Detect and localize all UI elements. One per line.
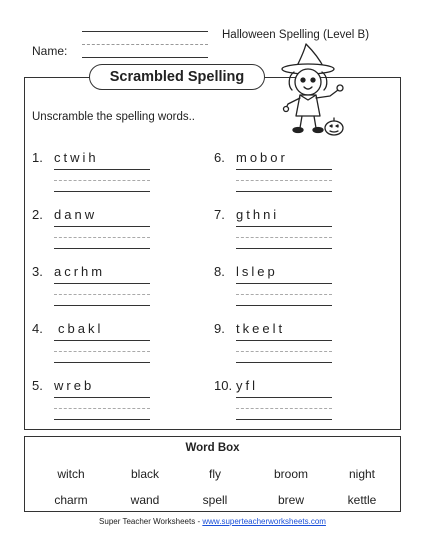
- scrambled-word: wreb: [54, 378, 95, 393]
- answer-line-dashed: [54, 351, 150, 352]
- list-item: [32, 321, 192, 367]
- answer-line-dashed: [236, 408, 332, 409]
- answer-line[interactable]: [236, 397, 332, 398]
- item-number: 3.: [32, 264, 43, 279]
- item-number: 10.: [214, 378, 233, 393]
- scrambled-word: mobor: [236, 150, 288, 165]
- scrambled-word: cbakl: [58, 321, 104, 336]
- footer-prefix: Super Teacher Worksheets -: [99, 517, 203, 526]
- answer-line-base: [236, 305, 332, 306]
- name-label: Name:: [32, 44, 68, 58]
- item-number: 9.: [214, 321, 225, 336]
- item-number: 5.: [32, 378, 43, 393]
- answer-line-dashed: [236, 351, 332, 352]
- list-item: [32, 264, 192, 310]
- answer-line[interactable]: [236, 283, 332, 284]
- list-item: [32, 150, 192, 196]
- scrambled-word: tkeelt: [236, 321, 286, 336]
- footer: [0, 517, 425, 526]
- word-box-word: kettle: [347, 493, 377, 507]
- scrambled-word: yfl: [236, 378, 258, 393]
- word-box-word: charm: [54, 493, 88, 507]
- name-line-dashed: [82, 44, 208, 45]
- word-box-word: night: [348, 467, 376, 481]
- answer-line-dashed: [236, 180, 332, 181]
- answer-line-base: [54, 248, 150, 249]
- word-box-word: spell: [202, 493, 228, 507]
- title-banner: [89, 64, 265, 90]
- answer-line-dashed: [54, 408, 150, 409]
- scrambled-word: gthni: [236, 207, 280, 222]
- item-number: 6.: [214, 150, 225, 165]
- word-box-word: wand: [130, 493, 160, 507]
- list-item: [214, 378, 394, 424]
- item-number: 1.: [32, 150, 43, 165]
- word-box-word: witch: [57, 467, 85, 481]
- answer-line-base: [54, 191, 150, 192]
- answer-line-base: [236, 248, 332, 249]
- banner-title: Scrambled Spelling: [109, 69, 245, 85]
- item-number: 7.: [214, 207, 225, 222]
- answer-line[interactable]: [54, 397, 150, 398]
- word-box: [24, 436, 401, 512]
- scrambled-word: lslep: [236, 264, 278, 279]
- word-box-word: broom: [273, 467, 308, 481]
- word-box-word: fly: [209, 467, 221, 481]
- list-item: [214, 321, 394, 367]
- list-item: [214, 207, 394, 253]
- word-box-word: brew: [277, 493, 304, 507]
- list-item: [32, 378, 192, 424]
- answer-line[interactable]: [236, 169, 332, 170]
- answer-line[interactable]: [54, 340, 150, 341]
- answer-line[interactable]: [54, 226, 150, 227]
- name-line-bottom[interactable]: [82, 57, 208, 58]
- answer-line[interactable]: [236, 226, 332, 227]
- answer-line[interactable]: [236, 340, 332, 341]
- answer-line-base: [54, 419, 150, 420]
- list-item: [214, 264, 394, 310]
- answer-line-dashed: [54, 237, 150, 238]
- scrambled-word: ctwih: [54, 150, 99, 165]
- footer-link[interactable]: www.superteacherworksheets.com: [202, 517, 326, 526]
- answer-line-base: [236, 419, 332, 420]
- answer-line-dashed: [54, 180, 150, 181]
- answer-line[interactable]: [54, 283, 150, 284]
- instructions: Unscramble the spelling words..: [32, 111, 195, 123]
- sheet-title: Halloween Spelling (Level B): [222, 29, 370, 41]
- answer-line-dashed: [236, 294, 332, 295]
- answer-line-base: [54, 305, 150, 306]
- list-item: [32, 207, 192, 253]
- scrambled-word: danw: [54, 207, 98, 222]
- answer-line-dashed: [54, 294, 150, 295]
- name-line-top: [82, 31, 208, 32]
- answer-line-base: [236, 362, 332, 363]
- answer-line-base: [236, 191, 332, 192]
- item-number: 2.: [32, 207, 43, 222]
- answer-line[interactable]: [54, 169, 150, 170]
- word-box-title: Word Box: [185, 442, 240, 454]
- list-item: [214, 150, 394, 196]
- scrambled-word: acrhm: [54, 264, 106, 279]
- answer-line-base: [54, 362, 150, 363]
- item-number: 8.: [214, 264, 225, 279]
- witch-illustration-icon: [278, 38, 356, 138]
- word-box-word: black: [130, 467, 159, 481]
- item-number: 4.: [32, 321, 43, 336]
- answer-line-dashed: [236, 237, 332, 238]
